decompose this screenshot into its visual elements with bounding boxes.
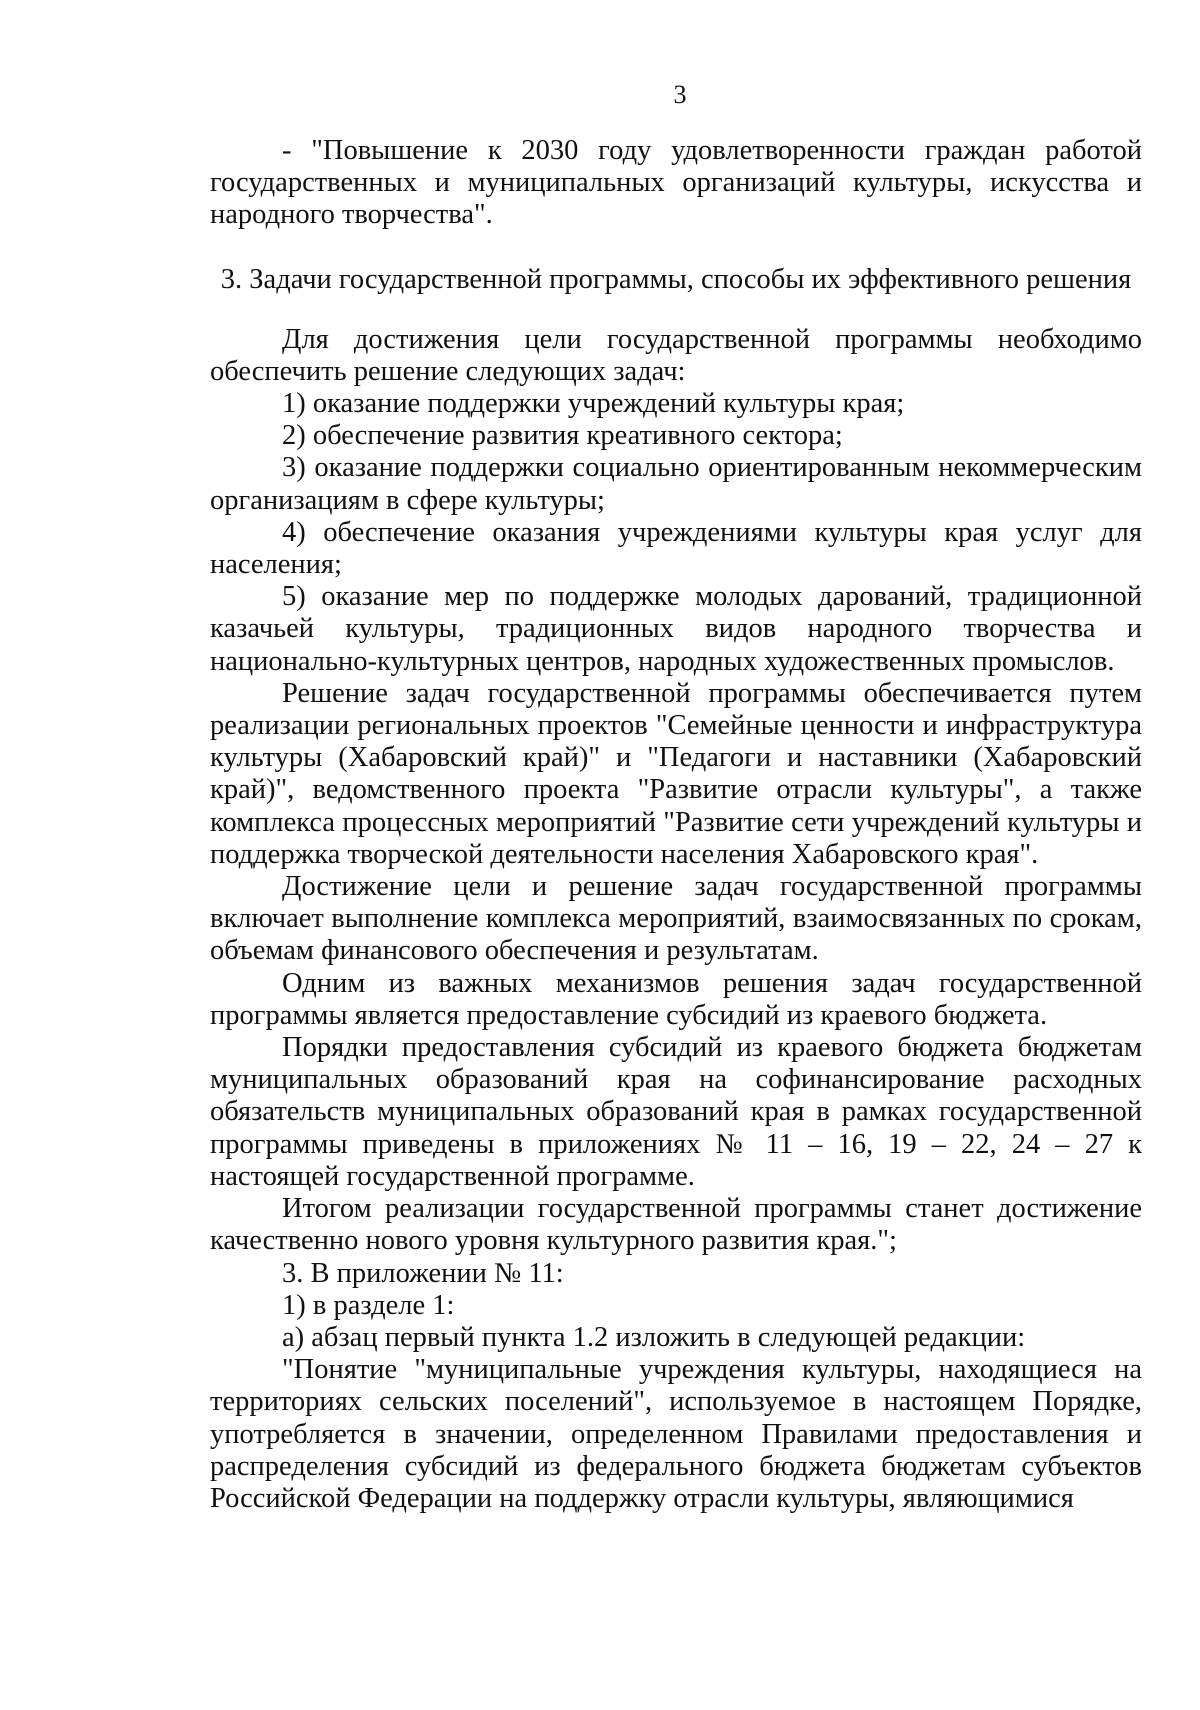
amendment-point-a: а) абзац первый пункта 1.2 изложить в следующей редакции: [282,1321,1026,1353]
paragraph-projects: Решение задач государственной программы обеспечивается путем реализации региональных проектов "Семейные ценности и инфраструктура культуры (Хабаровский край)" и "Педагоги и наставники (Хабаровский край)", ведомственного проекта "Развитие отрасли культуры", а также комплекса процессных мероприятий "Развитие сети учреждений культуры и поддержка творческой деятельности населения Хабаровского края". [210,677,1142,870]
page-number: 3 [673,80,687,109]
list-item-task-2: 2) обеспечение развития креативного сектора; [282,420,843,452]
section-heading: 3. Задачи государственной программы, способы их эффективного решения [220,263,1132,295]
list-item-task-5: 5) оказание мер по поддержке молодых дарований, традиционной казачьей культуры, традиционных видов народного творчества и национально-культурных центров, народных художественных промыслов. [210,581,1142,677]
paragraph-result: Итогом реализации государственной программы станет достижение качественно нового уровня культурного развития края."; [210,1193,1142,1257]
list-item-task-1: 1) оказание поддержки учреждений культуры края; [282,388,905,420]
paragraph-definition: "Понятие "муниципальные учреждения культуры, находящиеся на территориях сельских поселений", используемое в настоящем Порядке, употребляется в значении, определенном Правилами предоставления и распределения субсидий из федерального бюджета бюджетам субъектов Российской Федерации на поддержку отрасли культуры, являющимися [210,1354,1142,1514]
paragraph-goal: Для достижения цели государственной программы необходимо обеспечить решение следующих задач: [210,323,1142,387]
list-item-task-4: 4) обеспечение оказания учреждениями культуры края услуг для населения; [210,516,1142,581]
document-body [210,135,1142,1515]
amendment-section-1: 1) в разделе 1: [282,1289,455,1321]
intro-paragraph: - "Повышение к 2030 году удовлетворенности граждан работой государственных и муниципальных организаций культуры, искусства и народного творчества". [210,135,1142,231]
list-item-task-3: 3) оказание поддержки социально ориентированным некоммерческим организациям в сфере культуры; [210,452,1142,516]
paragraph-subsidies: Одним из важных механизмов решения задач государственной программы является предоставление субсидий из краевого бюджета. [210,967,1142,1031]
paragraph-measures: Достижение цели и решение задач государственной программы включает выполнение комплекса мероприятий, взаимосвязанных по срокам, объемам финансового обеспечения и результатам. [210,871,1142,967]
amendment-appendix-11: 3. В приложении № 11: [282,1257,564,1289]
paragraph-procedures: Порядки предоставления субсидий из краевого бюджета бюджетам муниципальных образований края на софинансирование расходных обязательств муниципальных образований края в рамках государственной программы приведены в приложениях № 11 – 16, 19 – 22, 24 – 27 к настоящей государственной программе. [210,1032,1142,1192]
